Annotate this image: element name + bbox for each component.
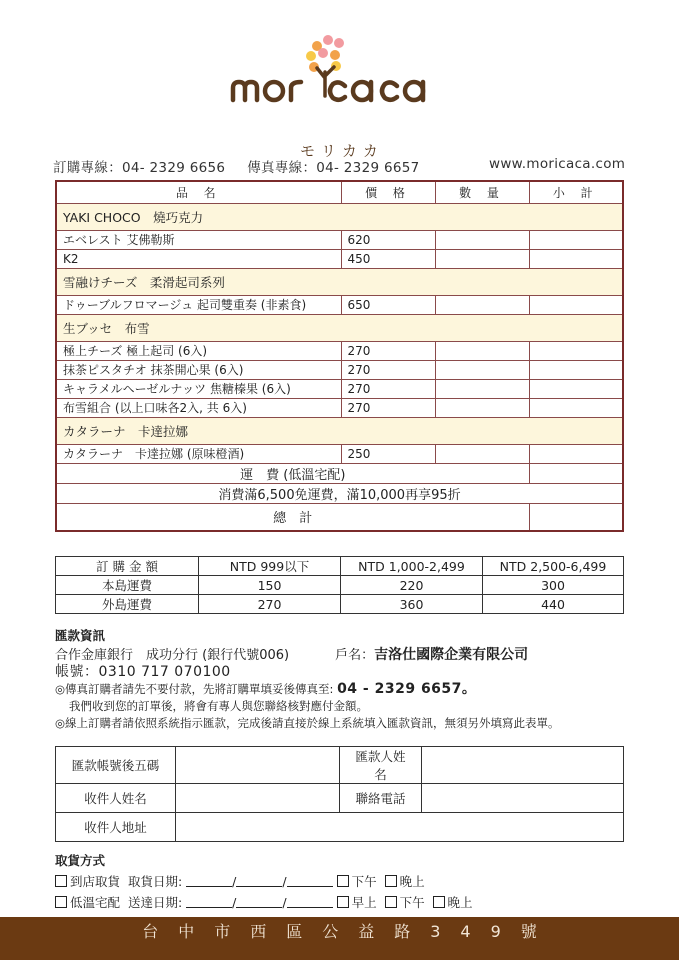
header-qty: 數 量	[435, 181, 529, 203]
item-price: 250	[341, 444, 435, 463]
store-pickup-label: 到店取貨	[70, 874, 121, 889]
category-label: カタラーナ 卡達拉娜	[56, 417, 623, 444]
order-table	[55, 180, 624, 532]
ship-header: NTD 999以下	[199, 557, 341, 576]
category-label: YAKI CHOCO 燒巧克力	[56, 203, 623, 230]
table-row	[56, 398, 623, 417]
table-row	[56, 249, 623, 268]
pm-checkbox[interactable]	[337, 875, 349, 887]
ship-header: NTD 2,500-6,499	[483, 557, 624, 576]
category-label: 雪融けチーズ 柔滑起司系列	[56, 268, 623, 295]
subtotal-cell[interactable]	[529, 295, 623, 314]
month-field[interactable]	[186, 896, 232, 908]
item-name: エベレスト 艾佛勒斯	[56, 230, 341, 249]
account-number: 帳號：0310 717 070100	[55, 664, 231, 680]
category-row	[56, 203, 623, 230]
account-name-label: 戶名：	[335, 648, 375, 663]
table-row	[56, 813, 624, 842]
table-row	[56, 784, 624, 813]
payment-info	[55, 627, 625, 732]
ship-cell: 本島運費	[56, 576, 199, 595]
ship-header: 訂 購 金 額	[56, 557, 199, 576]
moricaca-logo-icon	[225, 34, 455, 106]
pickup-date-label: 取貨日期:	[127, 874, 183, 889]
delivery-date-label: 送達日期:	[127, 895, 183, 910]
subtotal-cell[interactable]	[529, 398, 623, 417]
subtotal-cell[interactable]	[529, 341, 623, 360]
time-field[interactable]	[287, 875, 333, 887]
bank-name: 合作金庫銀行 成功分行 (銀行代號006)	[55, 648, 290, 663]
qty-input[interactable]	[435, 295, 529, 314]
fax-note-number: 04 - 2329 6657	[337, 681, 462, 697]
bank-line	[55, 647, 625, 664]
pm-label: 下午	[351, 874, 377, 889]
time-field[interactable]	[287, 896, 333, 908]
qty-input[interactable]	[435, 249, 529, 268]
item-name: ドゥーブルフロマージュ 起司雙重奏 (非素食)	[56, 295, 341, 314]
pickup-heading: 取貨方式	[55, 853, 106, 868]
category-row	[56, 314, 623, 341]
am-checkbox[interactable]	[337, 896, 349, 908]
subtotal-cell[interactable]	[529, 360, 623, 379]
evening-label: 晚上	[399, 874, 425, 889]
table-row	[56, 595, 624, 614]
phone-field[interactable]	[422, 784, 624, 813]
website-link[interactable]: www.moricaca.com	[489, 156, 626, 172]
payer-name-field[interactable]	[422, 747, 624, 784]
ship-cell: 150	[199, 576, 341, 595]
recipient-name-field[interactable]	[176, 784, 340, 813]
category-row	[56, 417, 623, 444]
store-pickup-checkbox[interactable]	[55, 875, 67, 887]
item-name: 布雪組合 (以上口味各2入, 共 6入)	[56, 398, 341, 417]
qty-input[interactable]	[435, 360, 529, 379]
table-row	[56, 379, 623, 398]
cold-delivery-label: 低溫宅配	[70, 895, 121, 910]
item-name: キャラメルヘーゼルナッツ 焦糖榛果 (6入)	[56, 379, 341, 398]
fax-note	[55, 681, 625, 698]
qty-input[interactable]	[435, 398, 529, 417]
subtotal-cell[interactable]	[529, 444, 623, 463]
brand-kana: モリカカ	[300, 142, 384, 160]
fax-note-suffix: 。	[461, 681, 477, 697]
contact-note: 我們收到您的訂單後，將會有專人與您聯絡核對應付金額。	[69, 699, 368, 713]
header-subtotal: 小 計	[529, 181, 623, 203]
acct-last5-label: 匯款帳號後五碼	[56, 747, 176, 784]
day-field[interactable]	[236, 896, 282, 908]
payment-heading: 匯款資訊	[55, 628, 106, 643]
item-name: 極上チーズ 極上起司 (6入)	[56, 341, 341, 360]
header-name: 品 名	[56, 181, 341, 203]
shipping-label: 運 費 (低溫宅配)	[56, 463, 529, 483]
address-label: 收件人地址	[56, 813, 176, 842]
qty-input[interactable]	[435, 379, 529, 398]
brand-logo	[0, 34, 679, 160]
promo-row	[56, 483, 623, 503]
pm-checkbox[interactable]	[385, 896, 397, 908]
table-row	[56, 747, 624, 784]
cold-delivery-row: 低溫宅配 送達日期: / / 早上 下午 晚上	[55, 892, 473, 913]
ship-cell: 440	[483, 595, 624, 614]
item-price: 270	[341, 379, 435, 398]
table-row	[56, 230, 623, 249]
payer-name-label: 匯款人姓名	[340, 747, 422, 784]
recipient-name-label: 收件人姓名	[56, 784, 176, 813]
online-note: ◎線上訂購者請依照系統指示匯款，完成後請直接於線上系統填入匯款資訊，無須另外填寫此表單。	[55, 716, 560, 730]
table-row	[56, 360, 623, 379]
item-price: 270	[341, 341, 435, 360]
order-table-header	[56, 181, 623, 203]
total-cell[interactable]	[529, 503, 623, 531]
ship-cell: 270	[199, 595, 341, 614]
table-row	[56, 341, 623, 360]
table-row	[56, 444, 623, 463]
account-name: 吉洛仕國際企業有限公司	[374, 647, 529, 663]
total-row	[56, 503, 623, 531]
shipping-fee-cell[interactable]	[529, 463, 623, 483]
promo-text: 消費滿6,500免運費，滿10,000再享95折	[56, 483, 623, 503]
item-price: 450	[341, 249, 435, 268]
item-price: 620	[341, 230, 435, 249]
order-phone: 訂購專線：04- 2329 6656	[53, 160, 226, 176]
ship-cell: 外島運費	[56, 595, 199, 614]
qty-input[interactable]	[435, 341, 529, 360]
fax-number: 傳真專線：04- 2329 6657	[247, 160, 420, 176]
ship-cell: 360	[341, 595, 483, 614]
total-label: 總 計	[56, 503, 529, 531]
pm-label: 下午	[399, 895, 425, 910]
item-name: カタラーナ 卡達拉娜 (原味橙酒)	[56, 444, 341, 463]
phone-label: 聯絡電話	[340, 784, 422, 813]
pickup-options	[55, 850, 473, 913]
address-field[interactable]	[176, 813, 624, 842]
shipping-row	[56, 463, 623, 483]
remittance-form	[55, 746, 624, 842]
acct-last5-field[interactable]	[176, 747, 340, 784]
cold-delivery-checkbox[interactable]	[55, 896, 67, 908]
category-row	[56, 268, 623, 295]
subtotal-cell[interactable]	[529, 379, 623, 398]
item-price: 650	[341, 295, 435, 314]
evening-label: 晚上	[447, 895, 473, 910]
ship-cell: 220	[341, 576, 483, 595]
table-row	[56, 557, 624, 576]
item-name: K2	[56, 249, 341, 268]
table-row	[56, 576, 624, 595]
fax-note-prefix: ◎傳真訂購者請先不要付款，先將訂購單填妥後傳真至:	[55, 682, 338, 696]
subtotal-cell[interactable]	[529, 249, 623, 268]
ship-cell: 300	[483, 576, 624, 595]
shipping-fee-table	[55, 556, 624, 614]
item-price: 270	[341, 360, 435, 379]
evening-checkbox[interactable]	[433, 896, 445, 908]
header-price: 價 格	[341, 181, 435, 203]
table-row	[56, 295, 623, 314]
store-pickup-row: 到店取貨 取貨日期: / / 下午 晚上	[55, 871, 473, 892]
qty-input[interactable]	[435, 444, 529, 463]
ship-header: NTD 1,000-2,499	[341, 557, 483, 576]
month-field[interactable]	[186, 875, 232, 887]
day-field[interactable]	[236, 875, 282, 887]
contact-line	[53, 156, 626, 176]
am-label: 早上	[351, 895, 377, 910]
subtotal-cell[interactable]	[529, 230, 623, 249]
item-price: 270	[341, 398, 435, 417]
category-label: 生ブッセ 布雪	[56, 314, 623, 341]
footer-address: 台中市西區公益路349號	[0, 917, 679, 960]
item-name: 抹茶ピスタチオ 抹茶開心果 (6入)	[56, 360, 341, 379]
evening-checkbox[interactable]	[385, 875, 397, 887]
qty-input[interactable]	[435, 230, 529, 249]
